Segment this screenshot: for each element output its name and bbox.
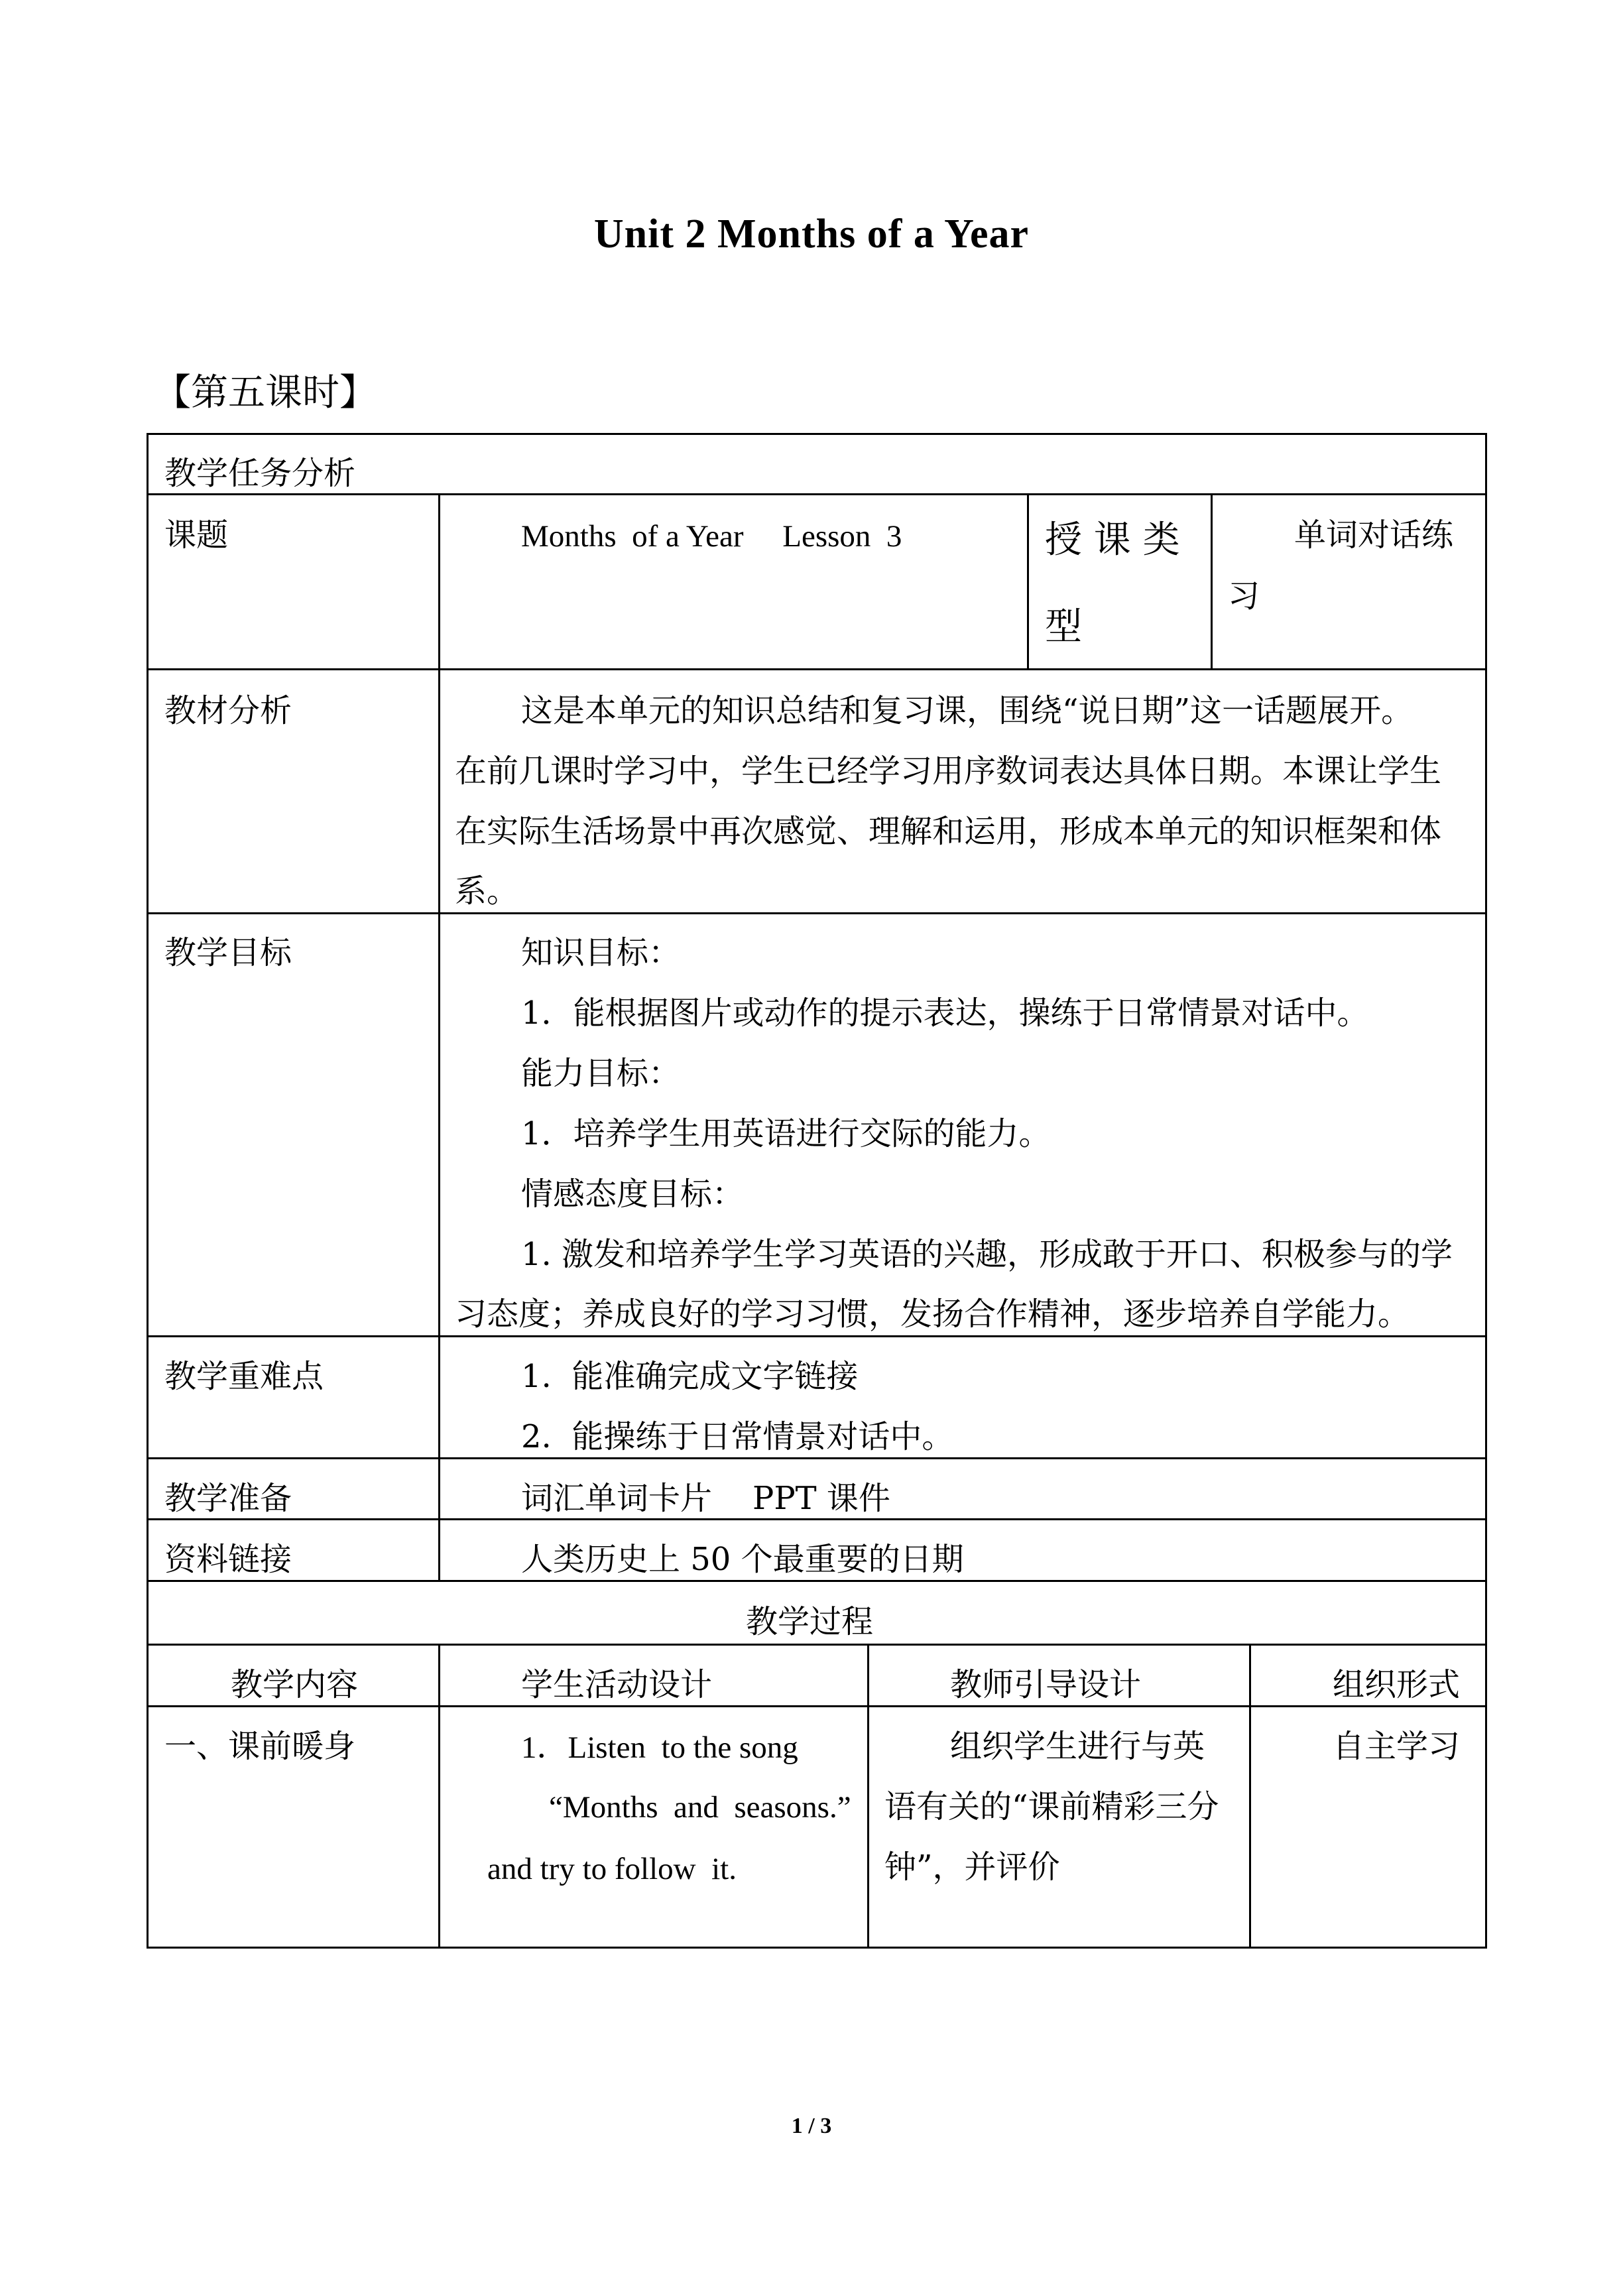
teaching-goals-text: 能力目标： <box>521 1055 681 1092</box>
lesson-type-label: 型 <box>1045 605 1082 648</box>
teaching-goals-text: 1. 激发和培养学生学习英语的兴趣，形成敢于开口、积极参与的学 <box>521 1236 1453 1273</box>
lesson-type-label: 授 课 类 <box>1045 518 1180 562</box>
preparation-label: 教学准备 <box>164 1480 292 1517</box>
resource-links-label: 资料链接 <box>164 1541 292 1578</box>
material-analysis-text: 在实际生活场景中再次感觉、理解和运用，形成本单元的知识框架和体 <box>455 813 1442 850</box>
key-points-text: 2. 能操练于日常情景对话中。 <box>521 1418 954 1455</box>
teaching-goals-text: 情感态度目标： <box>521 1176 745 1213</box>
table-border <box>147 1457 1487 1459</box>
key-points-text: 1. 能准确完成文字链接 <box>521 1358 859 1395</box>
table-border <box>438 493 440 1582</box>
table-border <box>147 433 1487 435</box>
student-activity: “Months and seasons.” <box>549 1790 851 1825</box>
organization-form: 自主学习 <box>1333 1728 1461 1765</box>
preparation-value: 词汇单词卡片 PPT 课件 <box>521 1480 890 1517</box>
table-border <box>147 912 1487 914</box>
table-border <box>1211 493 1213 670</box>
table-border <box>147 433 149 1949</box>
col-header-content: 教学内容 <box>231 1666 359 1703</box>
table-border <box>147 493 1487 495</box>
table-border <box>147 1705 1487 1707</box>
process-content: 一、课前暖身 <box>164 1728 356 1765</box>
page-number: 1 / 3 <box>791 2114 832 2138</box>
teacher-guidance: 组织学生进行与英 <box>950 1728 1205 1765</box>
student-activity: and try to follow it. <box>487 1852 737 1886</box>
table-border <box>147 1335 1487 1337</box>
student-activity: 1．Listen to the song <box>521 1730 798 1765</box>
teaching-process-header: 教学过程 <box>746 1603 874 1640</box>
material-analysis-text: 系。 <box>455 873 519 910</box>
table-border <box>438 1644 440 1949</box>
teacher-guidance: 钟”，并评价 <box>884 1848 1060 1886</box>
lesson-label: 【第五课时】 <box>154 371 377 414</box>
teaching-goals-text: 习态度；养成良好的学习习惯，发扬合作精神，逐步培养自学能力。 <box>455 1296 1410 1333</box>
lesson-type-value: 单词对话练 <box>1294 516 1454 554</box>
table-border <box>1027 493 1029 670</box>
col-header-form: 组织形式 <box>1333 1666 1461 1703</box>
teaching-goals-label: 教学目标 <box>164 934 292 971</box>
col-header-student: 学生活动设计 <box>521 1666 713 1703</box>
section-header-task-analysis: 教学任务分析 <box>164 455 356 492</box>
lesson-type-value: 习 <box>1228 577 1260 615</box>
table-border <box>1249 1644 1251 1949</box>
table-border <box>147 1580 1487 1582</box>
resource-links-value: 人类历史上 50 个最重要的日期 <box>521 1541 964 1578</box>
table-border <box>1485 433 1487 1949</box>
table-border <box>147 1518 1487 1520</box>
teaching-goals-text: 1．能根据图片或动作的提示表达，操练于日常情景对话中。 <box>521 995 1369 1032</box>
table-border <box>147 1947 1487 1949</box>
table-border <box>147 1644 1487 1646</box>
table-border <box>867 1644 869 1949</box>
teacher-guidance: 语有关的“课前精彩三分 <box>884 1788 1219 1825</box>
topic-value: Months of a Year Lesson 3 <box>521 519 902 554</box>
material-analysis-text: 这是本单元的知识总结和复习课，围绕“说日期”这一话题展开。 <box>521 692 1413 729</box>
teaching-goals-text: 1．培养学生用英语进行交际的能力。 <box>521 1115 1051 1152</box>
key-points-label: 教学重难点 <box>164 1358 324 1395</box>
material-analysis-label: 教材分析 <box>164 692 292 729</box>
document-title: Unit 2 Months of a Year <box>593 211 1030 257</box>
material-analysis-text: 在前几课时学习中，学生已经学习用序数词表达具体日期。本课让学生 <box>455 753 1442 790</box>
teaching-goals-text: 知识目标： <box>521 934 681 971</box>
table-border <box>147 668 1487 670</box>
col-header-teacher: 教师引导设计 <box>950 1666 1142 1703</box>
topic-label: 课题 <box>164 516 229 554</box>
